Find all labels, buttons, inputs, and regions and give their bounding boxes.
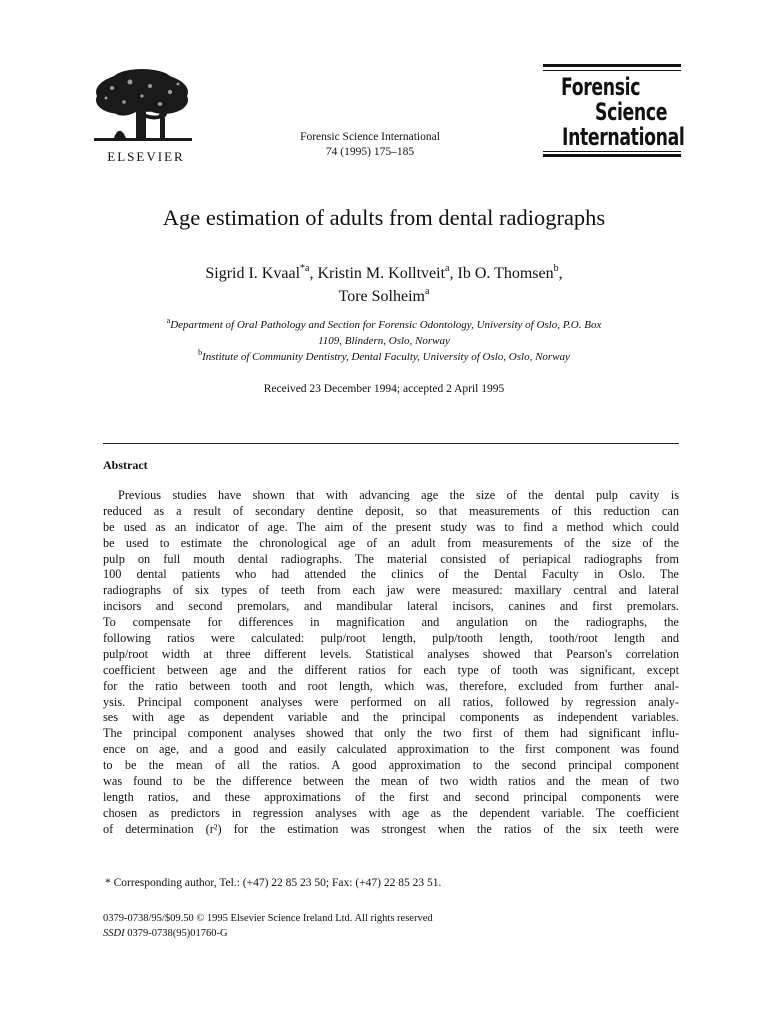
abstract-line: length ratios, and these approximations of the first and second principal components were xyxy=(103,789,679,804)
abstract-line: following ratios were calculated: pulp/root length, pulp/tooth length, tooth/root length and xyxy=(103,631,679,646)
author-name: Sigrid I. Kvaal xyxy=(205,265,301,282)
article-title: Age estimation of adults from dental radiographs xyxy=(162,205,606,230)
logo-rule-top xyxy=(543,64,681,67)
author-line-2 xyxy=(0,285,768,308)
affiliation-text: Institute of Community Dentistry, Dental Faculty, University of Oslo, Oslo, Norway xyxy=(202,351,570,363)
publisher-name: ELSEVIER xyxy=(107,149,185,164)
affiliations xyxy=(0,317,768,365)
author-mark: a xyxy=(445,263,450,274)
affiliation-a-cont: 1109, Blindern, Oslo, Norway xyxy=(318,335,450,347)
abstract-line: chosen as predictors in regression analyses with age as the dependent variable. The coefficient xyxy=(103,805,679,820)
abstract-line: radiographs of six types of teeth from each jaw were measured: maxillary central and lateral xyxy=(103,583,679,598)
ssdi-line xyxy=(103,926,433,941)
author-mark: *a xyxy=(300,263,310,274)
abstract-line: incisors and second premolars, and mandibular lateral incisors, canines and first premolars. xyxy=(103,599,679,614)
abstract-line: of determination (r²) for the estimation was strongest when the ratios of the six teeth were xyxy=(103,821,679,836)
author-line-1 xyxy=(0,262,768,285)
logo-word-science: Science xyxy=(595,98,668,126)
author-mark: b xyxy=(553,263,559,274)
author-list xyxy=(0,262,768,308)
journal-volume: 74 (1995) 175–185 xyxy=(325,146,415,158)
abstract-line: ses with age as dependent variable and the principal components as independent variables. xyxy=(103,710,679,725)
logo-rule-top-thin xyxy=(543,70,681,71)
abstract-line: pulp on full mouth dental radiographs. The material consisted of periapical radiographs from xyxy=(103,551,679,566)
abstract-heading: Abstract xyxy=(103,458,148,472)
abstract-line: pulp/root width at three different levels. Statistical analyses showed that Pearson's correlation xyxy=(103,646,679,661)
journal-citation xyxy=(270,130,470,160)
abstract-line: be used to estimate the chronological age of an adult from measurements of the size of the xyxy=(103,535,679,550)
author-name: Kristin M. Kolltveit xyxy=(317,265,446,282)
author-separator: , xyxy=(558,265,563,282)
abstract-line: was found to be the difference between the mean of two width ratios and the mean of two xyxy=(103,774,679,789)
affiliation-text: Department of Oral Pathology and Section for Forensic Odontology, University of Oslo, P.O. Box xyxy=(170,319,602,331)
journal-name: Forensic Science International xyxy=(300,131,440,143)
author-name: Tore Solheim xyxy=(338,288,425,305)
abstract-line: 100 dental patients who had attended the clinics of the Dental Faculty in Oslo. The xyxy=(103,567,679,582)
received-dates: Received 23 December 1994; accepted 2 April 1995 xyxy=(263,383,505,395)
ssdi-value: 0379-0738(95)01760-G xyxy=(127,928,228,939)
section-divider xyxy=(103,443,679,444)
affiliation-a xyxy=(0,317,768,333)
logo-rule-bottom-thin xyxy=(543,151,681,152)
abstract-line: To compensate for differences in magnification and angulation on the radiographs, the xyxy=(103,615,679,630)
copyright-block xyxy=(103,911,433,941)
author-mark: a xyxy=(424,286,430,297)
abstract-line: reduced as a result of secondary dentine deposit, so that measurements of this reduction can xyxy=(103,503,679,518)
ssdi-label: SSDI xyxy=(103,928,125,939)
tree-icon xyxy=(90,68,196,148)
abstract-body xyxy=(103,488,679,838)
abstract-line: Previous studies have shown that with advancing age the size of the dental pulp cavity is xyxy=(118,488,679,502)
abstract-line: ysis. Principal component analyses were performed on all ratios, followed by regression analy- xyxy=(103,694,679,709)
abstract-line: for the ratio between tooth and root length, which was, therefore, excluded from further anal- xyxy=(103,678,679,693)
abstract-line: to be the mean of all the ratios. A good approximation to the second principal component xyxy=(103,758,679,773)
affiliation-b xyxy=(0,349,768,365)
corresponding-author-footnote: * Corresponding author, Tel.: (+47) 22 85 23 50; Fax: (+47) 22 85 23 51. xyxy=(105,877,442,889)
journal-logo xyxy=(543,64,685,158)
abstract-line: coefficient between age and the different ratios for each type of tooth was significant, except xyxy=(103,662,679,677)
logo-word-forensic: Forensic xyxy=(561,73,641,101)
affiliation-mark: a xyxy=(166,316,171,325)
author-name: Ib O. Thomsen xyxy=(457,265,554,282)
abstract-line: ence on age, and a good and easily calculated approximation to the first component was found xyxy=(103,742,679,757)
author-separator: , xyxy=(309,265,318,282)
logo-rule-bottom xyxy=(543,154,681,157)
author-separator: , xyxy=(449,265,458,282)
copyright-line: 0379-0738/95/$09.50 © 1995 Elsevier Science Ireland Ltd. All rights reserved xyxy=(103,913,433,924)
abstract-line: The principal component analyses showed that only the two first of them had significant influ- xyxy=(103,726,679,741)
abstract-line: be used as an indicator of age. The aim of the present study was to find a method which could xyxy=(103,519,679,534)
affiliation-mark: b xyxy=(198,348,203,357)
logo-word-international: International xyxy=(562,123,685,151)
